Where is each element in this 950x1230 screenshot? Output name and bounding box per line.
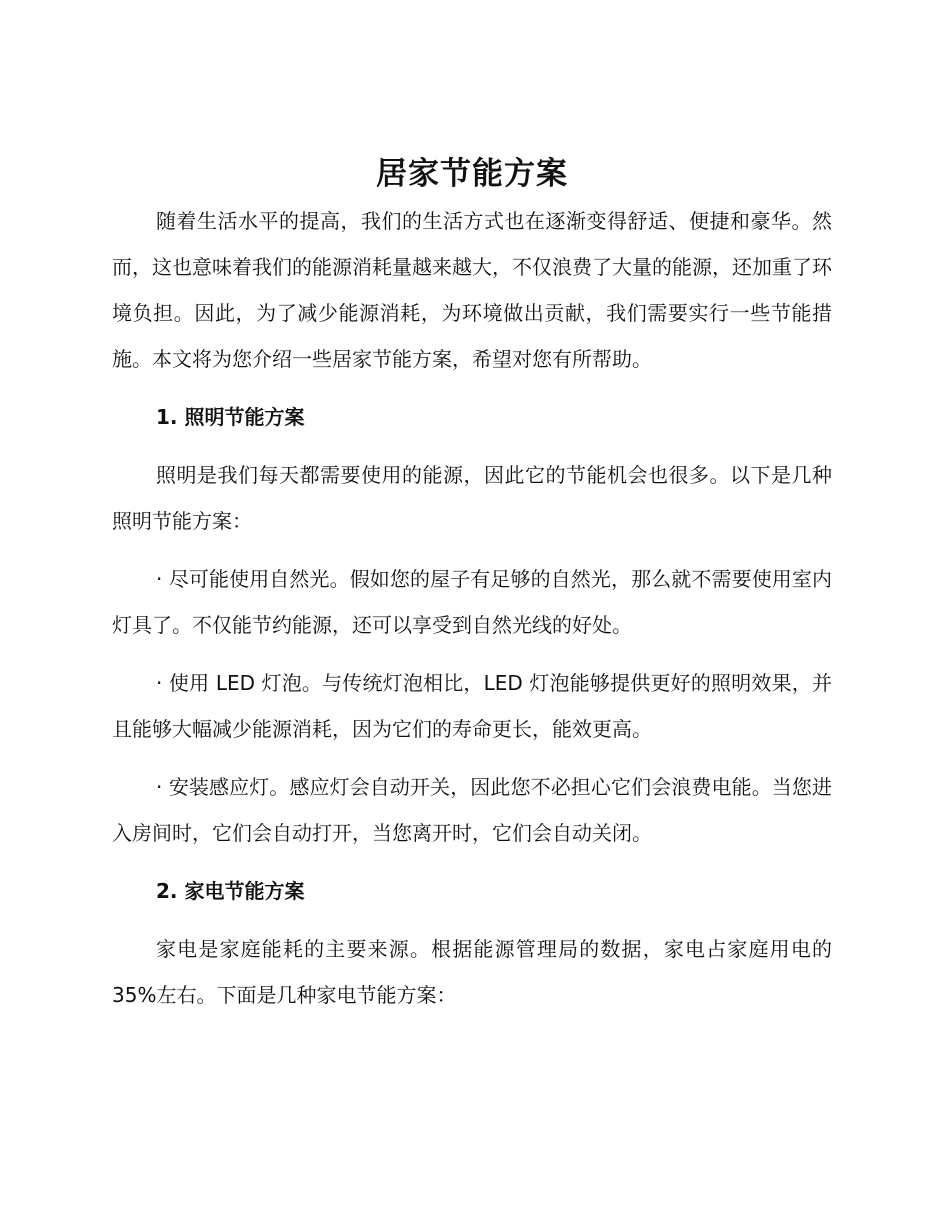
appliances-intro-paragraph: 家电是家庭能耗的主要来源。根据能源管理局的数据，家电占家庭用电的 35%左右。下面是几种家电节能方案：: [112, 937, 832, 1007]
lighting-intro-paragraph: 照明是我们每天都需要使用的能源，因此它的节能机会也很多。以下是几种照明节能方案：: [112, 463, 832, 533]
intro-paragraph: 随着生活水平的提高，我们的生活方式也在逐渐变得舒适、便捷和豪华。然而，这也意味着我们的能源消耗量越来越大，不仅浪费了大量的能源，还加重了环境负担。因此，为了减少能源消耗，为环境做出贡献，我们需要实行一些节能措施。本文将为您介绍一些居家节能方案，希望对您有所帮助。: [112, 209, 832, 371]
spacer: [112, 914, 832, 926]
section-heading-lighting: 1. 照明节能方案: [156, 405, 305, 429]
spacer: [112, 648, 832, 660]
bullet-natural-light: · 尽可能使用自然光。假如您的屋子有足够的自然光，那么就不需要使用室内灯具了。不仅能节约能源，还可以享受到自然光线的好处。: [112, 567, 832, 637]
section-heading-appliances: 2. 家电节能方案: [156, 879, 305, 903]
bullet-led-bulbs: · 使用 LED 灯泡。与传统灯泡相比，LED 灯泡能够提供更好的照明效果，并且能够大幅减少能源消耗，因为它们的寿命更长，能效更高。: [112, 671, 832, 741]
document-title: 居家节能方案: [376, 156, 568, 192]
spacer: [112, 544, 832, 556]
document-page: [112, 150, 832, 1018]
spacer: [112, 440, 832, 452]
spacer: [112, 856, 832, 868]
bullet-sensor-lights: · 安装感应灯。感应灯会自动开关，因此您不必担心它们会浪费电能。当您进入房间时，它们会自动打开，当您离开时，它们会自动关闭。: [112, 775, 832, 845]
spacer: [112, 382, 832, 394]
spacer: [112, 752, 832, 764]
